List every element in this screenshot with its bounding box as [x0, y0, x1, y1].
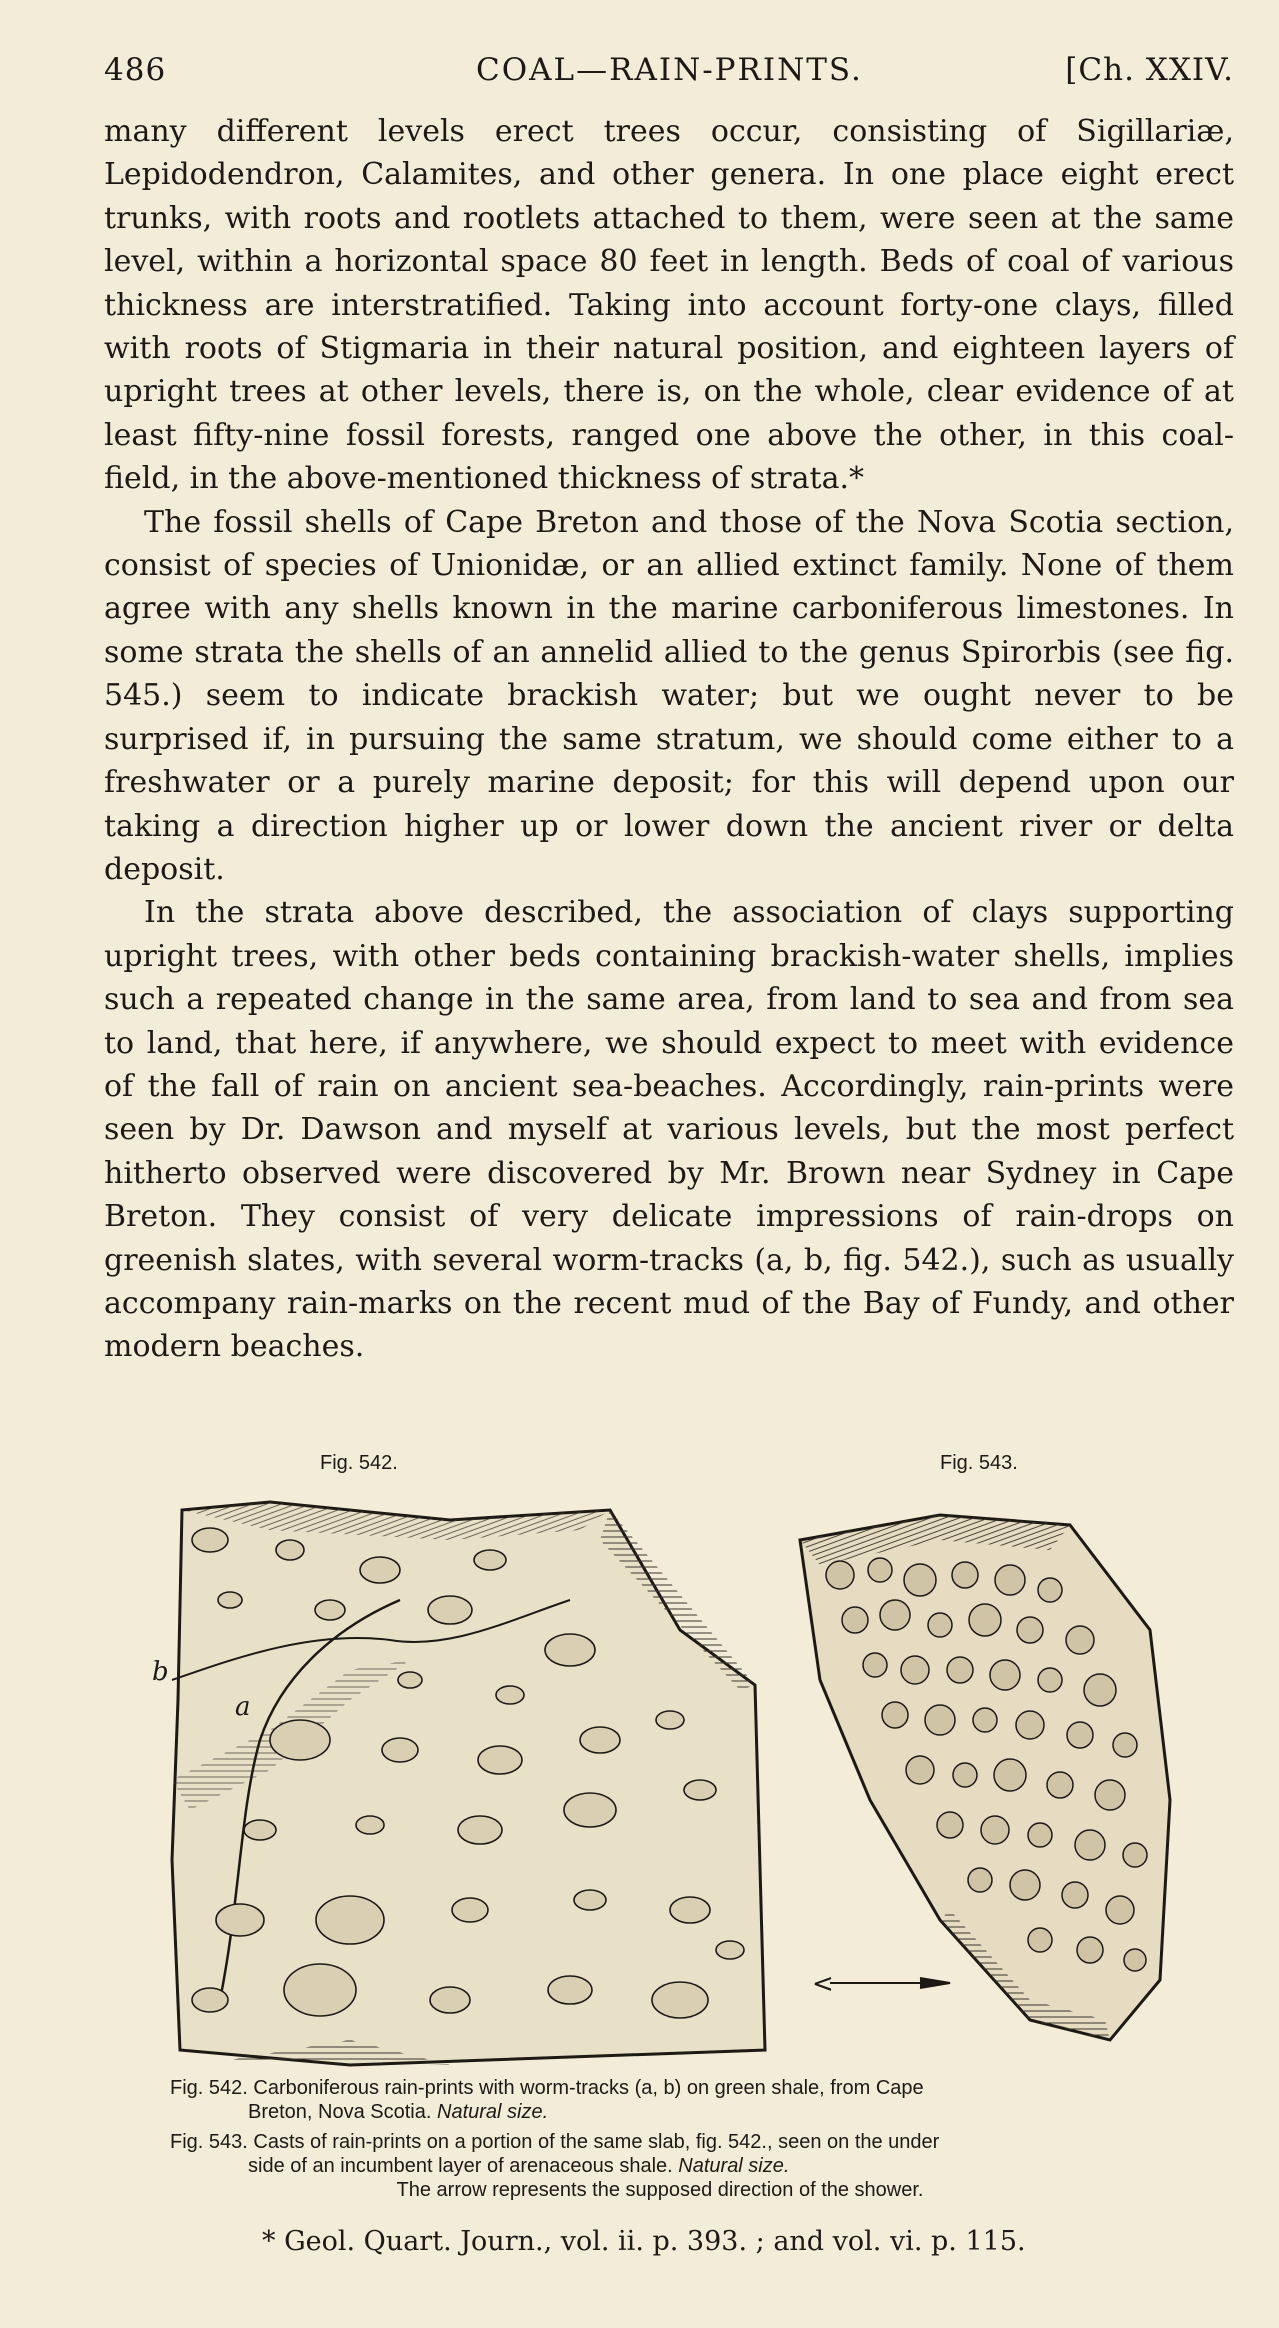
figure-542-label: Fig. 542.	[320, 1452, 398, 1474]
letter-a: a	[235, 1692, 251, 1722]
figure-captions	[170, 2076, 1150, 2208]
caption-542-line1: Fig. 542. Carboniferous rain-prints with worm-tracks (a, b) on green shale, from Cape	[170, 2077, 924, 2099]
caption-fig-542	[170, 2076, 1150, 2124]
running-title: COAL—RAIN-PRINTS.	[476, 52, 863, 88]
chapter-marker: [Ch. XXIV.	[1065, 52, 1234, 88]
caption-fig-543	[170, 2130, 1150, 2202]
paragraph: The fossil shells of Cape Breton and those of the Nova Scotia section, consist of species of Unionidæ, or an allied extinct family. None of them agree with any shells known in the marine carboniferous limestones. In some strata the shells of an annelid allied to the genus Spirorbis (see fig. 545.) seem to indicate brackish water; but we ought never to be surprised if, in pursuing the same stratum, we should come either to a freshwater or a purely marine deposit; for this will depend upon our taking a direction higher up or lower down the ancient river or delta deposit.	[104, 504, 1234, 887]
paragraph: In the strata above described, the association of clays supporting upright trees, with other beds containing brackish-water shells, implies such a repeated change in the same area, from land to sea and from sea to land, that here, if anywhere, we should expect to meet with evidence of the fall of rain on ancient sea-beaches. Accordingly, rain-prints were seen by Dr. Dawson and myself at various levels, but the most perfect hitherto observed were discovered by Mr. Brown near Sydney in Cape Breton. They consist of very delicate impressions of rain-drops on greenish slates, with several worm-tracks (a, b, fig. 542.), such as usually accompany rain-marks on the recent mud of the Bay of Fundy, and other modern beaches.	[104, 895, 1234, 1365]
rain-prints-engraving	[150, 1480, 1210, 2070]
caption-543-line1: Fig. 543. Casts of rain-prints on a portion of the same slab, fig. 542., seen on the under	[170, 2131, 940, 2153]
caption-542-natural-size: Natural size.	[437, 2101, 549, 2123]
body-text	[104, 110, 1234, 1369]
page-number: 486	[104, 52, 167, 88]
arrow-head: <	[812, 1969, 834, 1999]
running-head	[104, 52, 1234, 96]
caption-542-line2: Breton, Nova Scotia.	[248, 2101, 432, 2123]
figure-543-label: Fig. 543.	[940, 1452, 1018, 1474]
paragraph: many different levels erect trees occur, consisting of Sigillariæ, Lepidodendron, Calamites, and other genera. In one place eight erect trunks, with roots and rootlets attached to them, were seen at the same level, within a horizontal space 80 feet in length. Beds of coal of various thickness are interstratified. Taking into account forty-one clays, filled with roots of Stigmaria in their natural position, and eighteen layers of upright trees at other levels, there is, on the whole, clear evidence of at least fifty-nine fossil forests, ranged one above the other, in this coal-field, in the above-mentioned thickness of strata.*	[104, 114, 1234, 497]
letter-b: b	[152, 1657, 169, 1687]
footnote: * Geol. Quart. Journ., vol. ii. p. 393. ; and vol. vi. p. 115.	[262, 2226, 1026, 2257]
caption-543-natural-size: Natural size.	[678, 2155, 790, 2177]
shower-direction-arrow	[830, 1978, 950, 1988]
caption-543-arrow-note: The arrow represents the supposed direction of the shower.	[396, 2179, 924, 2201]
caption-543-line2: side of an incumbent layer of arenaceous shale.	[248, 2155, 673, 2177]
fig-542-slab	[172, 1502, 765, 2065]
